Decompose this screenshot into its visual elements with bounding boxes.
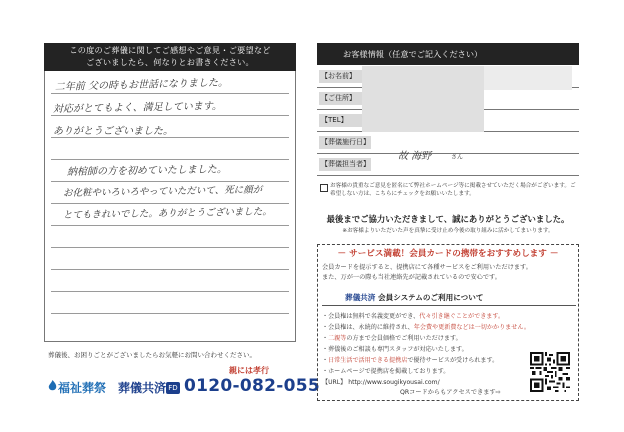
benefit-item	[322, 333, 462, 342]
benefit-item: ・ホームページで提携店を掲載しております。	[322, 368, 450, 375]
benefit-text: ・	[322, 335, 329, 342]
benefit-highlight: 年会費や更新費などは一切かかりません。	[413, 324, 530, 331]
phone-icon: FD	[166, 382, 180, 394]
qr-caption: QRコードからもアクセスできます⇨	[400, 389, 501, 396]
ruled-line	[51, 159, 289, 160]
slogan: 親には孝行	[229, 366, 269, 375]
thanks-submessage: ※お客様よりいただいた声を真摯に受け止め今後の取り組みに活かしてまいります。	[342, 228, 554, 234]
handwritten-line: お化粧やいろいろやっていただいて、死に顔が	[62, 184, 263, 199]
field-staff[interactable]	[317, 155, 579, 176]
handwritten-line: 対応がとてもよく、満足しています。	[52, 101, 222, 115]
field-name-label: 【お名前】	[319, 70, 371, 83]
toll-free-number[interactable]: 0120-082-055	[184, 376, 320, 396]
company-logo-row	[48, 366, 320, 400]
handwritten-line: 二年前 父の時もお世話になりました。	[54, 77, 229, 93]
service-description	[322, 263, 576, 283]
staff-name-handwritten: 故 海野	[398, 151, 432, 162]
handwritten-line: ありがとうございました。	[53, 126, 173, 137]
benefit-highlight: 二親等	[328, 335, 347, 342]
benefit-item	[322, 322, 530, 331]
ruled-line	[51, 137, 289, 138]
anonymous-optout-text: お客様の貴重なご意見を匿名にて弊社ホームページ等に掲載させていただく場合がございます。ご希望しない方は、こちらにチェックをお願いいたします。	[330, 183, 576, 197]
qr-code-icon[interactable]	[530, 352, 570, 392]
field-funeral-date-label: 【葬儀施行日】	[319, 136, 371, 149]
feedback-header-line1: この度のご葬儀に関してご感想やご意見・ご要望など	[69, 45, 271, 55]
ruled-line	[51, 291, 289, 292]
benefit-text: ・	[322, 357, 329, 364]
brand-sougi-kyousai: 葬儀共済	[118, 381, 167, 395]
benefit-item	[322, 311, 504, 320]
after-funeral-note: 葬儀後、お困りごとがございましたらお気軽にお問い合わせください。	[48, 351, 256, 359]
benefit-item: ・葬儀後のご相談も専門スタッフが対応いたします。	[322, 346, 468, 353]
staff-name-suffix: さん	[451, 154, 464, 161]
website-url[interactable]: 【URL】 http://www.sougikyousai.com/	[322, 379, 440, 386]
field-staff-label: 【葬儀担当者】	[319, 158, 371, 171]
benefit-text: ・会員権は、永続的に維持され、	[322, 324, 414, 331]
handwritten-line: 納棺師の方を初めていたしました。	[66, 164, 227, 178]
field-funeral-date[interactable]	[317, 133, 579, 154]
ruled-line	[51, 93, 289, 94]
benefit-highlight: 日常生活で活用できる提携店	[328, 357, 408, 364]
benefit-highlight: 代々引き継ぐことができます。	[419, 313, 505, 320]
ruled-line	[51, 115, 289, 116]
anonymous-optout-checkbox[interactable]	[320, 184, 328, 192]
field-address-label: 【ご住所】	[319, 92, 371, 105]
customer-info-header: お客様情報（任意でご記入ください）	[317, 43, 579, 65]
benefit-text: ・会員権は無料で名義変更ができ、	[322, 313, 420, 320]
divider	[322, 305, 576, 306]
flame-logo-icon	[48, 380, 57, 392]
member-system-brand: 葬儀共済	[345, 293, 376, 302]
feedback-writing-area[interactable]	[44, 71, 296, 342]
service-text-line: 会員カードを提示すると、提携店にて各種サービスをご利用いただけます。	[322, 264, 532, 271]
ruled-line	[51, 247, 289, 248]
thanks-message: 最後までご協力いただきまして、誠にありがとうございました。	[326, 214, 570, 224]
feedback-header	[44, 43, 296, 71]
benefit-item	[322, 355, 498, 364]
brand-fukushi-sousai: 福祉葬祭	[58, 381, 107, 395]
benefit-text: の方まで会員価格でご利用いただけます。	[346, 335, 462, 342]
member-system-title	[345, 292, 483, 303]
handwritten-line: とてもきれいでした。ありがとうございました。	[62, 206, 272, 221]
ruled-line	[51, 313, 289, 314]
benefit-text: で優待サービスが受けられます。	[407, 357, 499, 364]
member-system-title-text: 会員システムのご利用について	[375, 293, 484, 302]
redaction-block	[362, 66, 484, 132]
field-tel-label: 【TEL】	[319, 114, 371, 127]
service-text-line: また、万が一の際も当社連絡先が記載されているので安心です。	[322, 274, 501, 281]
ruled-line	[51, 269, 289, 270]
redaction-block	[484, 66, 572, 90]
service-title: － サービス満載！会員カードの携帯をおすすめします －	[337, 249, 559, 259]
ruled-line	[51, 225, 289, 226]
feedback-header-line2: ございましたら、何なりとお書きください。	[86, 56, 254, 67]
